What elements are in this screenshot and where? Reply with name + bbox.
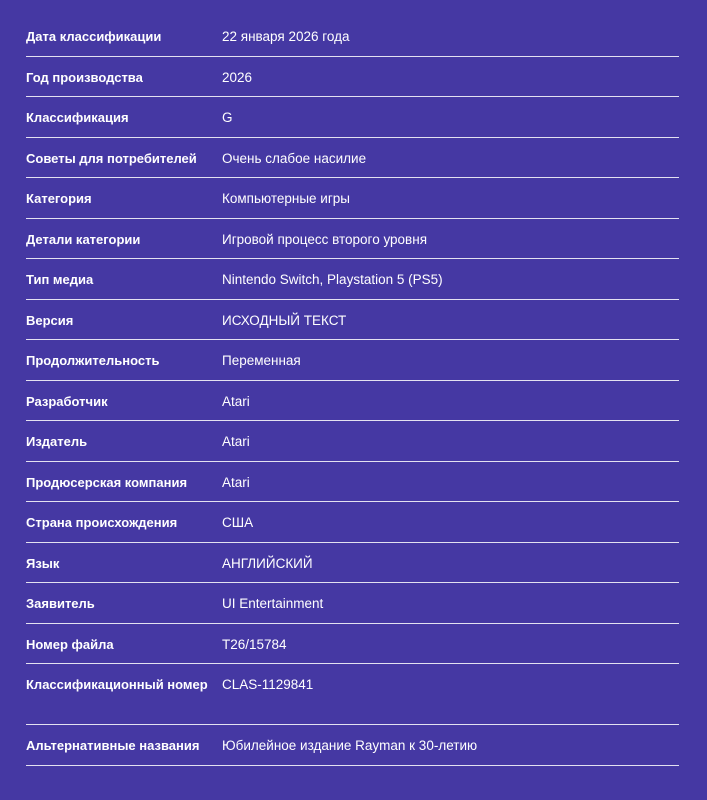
detail-value: АНГЛИЙСКИЙ — [222, 555, 313, 571]
detail-label: Заявитель — [26, 596, 95, 611]
detail-row-category — [26, 178, 679, 219]
detail-row-classification-date — [26, 16, 679, 57]
detail-label: Дата классификации — [26, 29, 162, 44]
detail-label: Версия — [26, 312, 74, 328]
detail-value: Nintendo Switch, Playstation 5 (PS5) — [222, 272, 443, 287]
detail-row-applicant — [26, 583, 679, 624]
detail-value: Atari — [222, 434, 250, 449]
detail-row-category-details — [26, 219, 679, 260]
detail-row-country-of-origin — [26, 502, 679, 543]
detail-label: Продолжительность — [26, 353, 160, 368]
detail-label: Продюсерская компания — [26, 474, 188, 490]
detail-value: Игровой процесс второго уровня — [222, 231, 427, 247]
detail-row-developer — [26, 381, 679, 422]
detail-value: Компьютерные игры — [222, 191, 350, 206]
detail-value: UI Entertainment — [222, 596, 324, 611]
detail-row-classification-number — [26, 664, 679, 725]
detail-value: Юбилейное издание Rayman к 30-летию — [222, 738, 478, 753]
detail-row-version — [26, 300, 679, 341]
detail-row-consumer-advice — [26, 138, 679, 179]
detail-row-publisher — [26, 421, 679, 462]
detail-value: T26/15784 — [222, 636, 287, 652]
detail-value: Atari — [222, 474, 250, 490]
detail-label: Категория — [26, 191, 92, 206]
detail-label: Язык — [26, 555, 60, 571]
detail-label: Классификационный номер — [26, 677, 208, 692]
detail-value: США — [222, 515, 254, 530]
detail-label: Разработчик — [26, 393, 108, 409]
detail-row-duration — [26, 340, 679, 381]
detail-label: Издатель — [26, 434, 88, 449]
classification-details-table — [26, 16, 679, 766]
detail-row-production-year — [26, 57, 679, 98]
detail-label: Номер файла — [26, 636, 114, 652]
detail-value: Atari — [222, 393, 250, 409]
detail-value: ИСХОДНЫЙ ТЕКСТ — [222, 312, 347, 328]
detail-row-media-type — [26, 259, 679, 300]
detail-row-alternative-titles — [26, 725, 679, 766]
detail-label: Альтернативные названия — [26, 738, 200, 753]
detail-value: CLAS-1129841 — [222, 677, 314, 692]
detail-value: Очень слабое насилие — [222, 150, 367, 166]
detail-label: Тип медиа — [26, 272, 94, 287]
detail-value: 2026 — [222, 69, 253, 85]
detail-label: Классификация — [26, 110, 129, 125]
detail-label: Советы для потребителей — [26, 150, 197, 166]
detail-value: G — [222, 110, 233, 125]
detail-label: Страна происхождения — [26, 515, 178, 530]
detail-row-production-company — [26, 462, 679, 503]
detail-row-classification — [26, 97, 679, 138]
detail-value: Переменная — [222, 353, 301, 368]
detail-label: Год производства — [26, 69, 143, 85]
detail-label: Детали категории — [26, 231, 141, 247]
detail-value: 22 января 2026 года — [222, 29, 350, 44]
detail-row-file-number — [26, 624, 679, 665]
detail-row-language — [26, 543, 679, 584]
